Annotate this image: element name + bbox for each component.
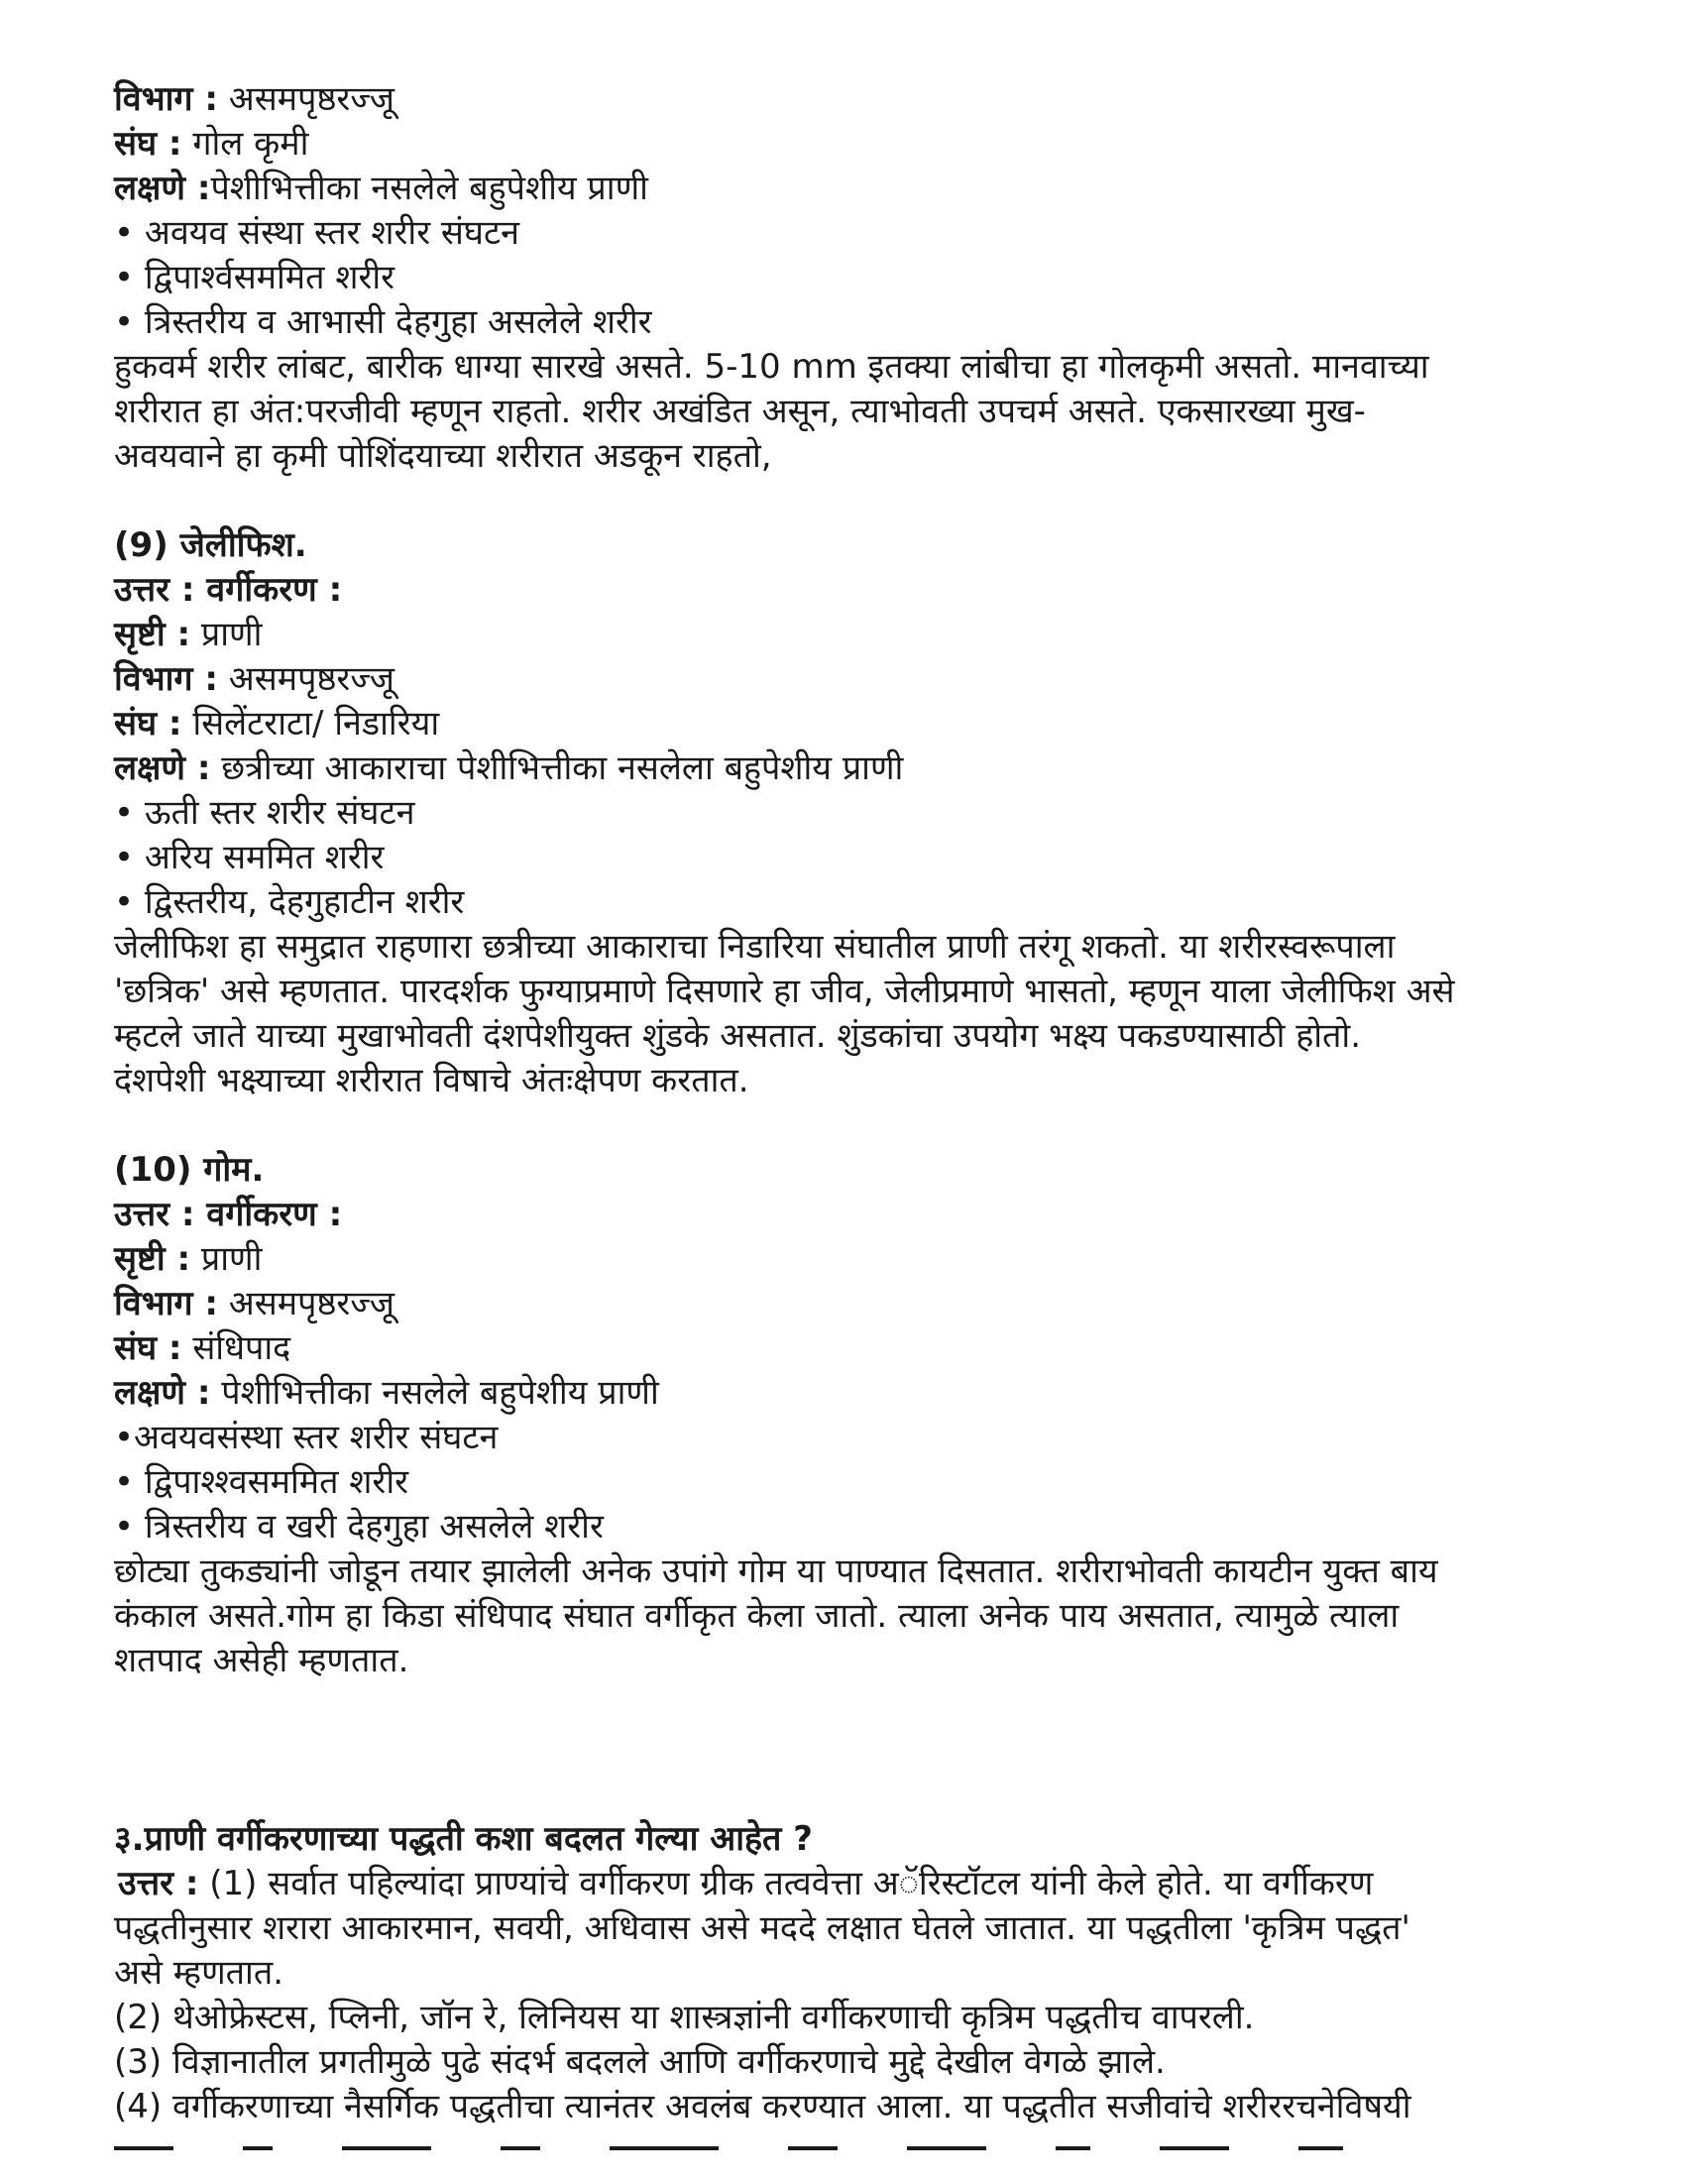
- field-vibhag: [114, 77, 1581, 122]
- answer-line: (3) विज्ञानातील प्रगतीमुळे पुढे संदर्भ बदलले आणि वर्गीकरणाचे मुद्दे देखील वेगळे झाले.: [114, 2042, 1166, 2082]
- answer-line: [114, 1862, 1581, 1906]
- field-lakshane: [114, 167, 1581, 211]
- paragraph-line: कंकाल असते.गोम हा किडा संधिपाद संघात वर्गीकृत केला जातो. त्याला अनेक पाय असतात, त्यामुळे त्याला: [114, 1596, 1400, 1636]
- field-value: संधिपाद: [181, 1328, 291, 1368]
- paragraph-line: अवयवाने हा कृमी पोशिंदयाच्या शरीरात अडकून राहतो,: [114, 436, 772, 476]
- bullet-item: • द्विपाश्श्वसममित शरीर: [114, 1462, 409, 1502]
- section-centipede: [114, 1148, 1581, 1683]
- field-value: असमपृष्ठरज्जू: [218, 79, 395, 119]
- field-sangh: [114, 122, 1581, 167]
- paragraph-line: शतपाद असेही म्हणतात.: [114, 1641, 409, 1680]
- field-label: लक्षणे :: [114, 748, 211, 788]
- bullet-item: • त्रिस्तरीय व खरी देहगुहा असलेले शरीर: [114, 1507, 604, 1547]
- field-label: लक्षणे :: [114, 1373, 211, 1413]
- paragraph-line: म्हटले जाते याच्या मुखाभोवती दंशपेशीयुक्त शुंडके असतात. शुंडकांचा उपयोग भक्ष्य पकडण्यासाठी होतो.: [114, 1016, 1362, 1056]
- paragraph-line: शरीरात हा अंत:परजीवी म्हणून राहतो. शरीर अखंडित असून, त्याभोवती उपचर्म असते. एकसारख्या मुख-: [114, 392, 1366, 431]
- field-value: असमपृष्ठरज्जू: [218, 1284, 395, 1323]
- answer-label: उत्तर :: [118, 1864, 199, 1903]
- answer-text: (1) सर्वात पहिल्यांदा प्राण्यांचे वर्गीकरण ग्रीक तत्ववेत्ता अॅरिस्टॉटल यांनी केले होते. या वर्गीकरण: [198, 1864, 1374, 1903]
- field-label: विभाग :: [114, 1284, 218, 1323]
- document-page: [114, 77, 1581, 2129]
- field-lakshane: [114, 1371, 1581, 1416]
- section-roundworm: [114, 77, 1581, 479]
- field-label: विभाग :: [114, 659, 218, 699]
- answer-line: पद्धतीनुसार शरारा आकारमान, सवयी, अधिवास असे मददे लक्षात घेतले जातात. या पद्धतीला 'कृत्रिम पद्धत': [114, 1908, 1410, 1948]
- answer-line: असे म्हणतात.: [114, 1953, 284, 1993]
- field-value: पेशीभित्तीका नसलेले बहुपेशीय प्राणी: [210, 1373, 659, 1413]
- field-vibhag: [114, 657, 1581, 702]
- paragraph-line: 'छत्रिक' असे म्हणतात. पारदर्शक फुग्याप्रमाणे दिसणारे हा जीव, जेलीप्रमाणे भासतो, म्हणून याला जेलीफिश असे: [114, 972, 1455, 1011]
- field-srushti: [114, 613, 1581, 657]
- section-question-3: [114, 1817, 1581, 2129]
- bullet-item: • अरिय सममित शरीर: [114, 838, 385, 877]
- bullet-item: • द्विपार्श्वसममित शरीर: [114, 258, 395, 297]
- paragraph-line: दंशपेशी भक्ष्याच्या शरीरात विषाचे अंतःक्षेपण करतात.: [114, 1061, 749, 1100]
- field-value: प्राणी: [190, 1239, 263, 1279]
- section-title: (10) गोम.: [114, 1150, 265, 1190]
- field-sangh: [114, 1326, 1581, 1371]
- answer-line: (2) थेओफ्रेस्टस, प्लिनी, जॉन रे, लिनियस या शास्त्रज्ञांनी वर्गीकरणाची कृत्रिम पद्धतीच वापरली.: [114, 1998, 1255, 2037]
- field-label: लक्षणे :: [114, 169, 211, 208]
- paragraph-line: जेलीफिश हा समुद्रात राहणारा छत्रीच्या आकाराचा निडारिया संघातील प्राणी तरंगू शकतो. या शरीरस्वरूपाला: [114, 927, 1396, 967]
- paragraph-line: हुकवर्म शरीर लांबट, बारीक धाग्या सारखे असते. 5-10 mm इतक्या लांबीचा हा गोलकृमी असतो. मानवाच्या: [114, 347, 1429, 387]
- field-lakshane: [114, 747, 1581, 791]
- bullet-item: • अवयव संस्था स्तर शरीर संघटन: [114, 213, 519, 253]
- answer-heading: उत्तर : वर्गीकरण :: [114, 570, 343, 610]
- cutoff-text-line: [114, 2146, 1581, 2156]
- bullet-item: •अवयवसंस्था स्तर शरीर संघटन: [114, 1418, 499, 1457]
- field-value: सिलेंटराटा/ निडारिया: [181, 704, 440, 744]
- answer-heading: उत्तर : वर्गीकरण :: [114, 1195, 343, 1234]
- paragraph-line: छोट्या तुकड्यांनी जोडून तयार झालेली अनेक उपांगे गोम या पाण्यात दिसतात. शरीराभोवती कायटीन युक्त बाय: [114, 1552, 1438, 1591]
- section-title: (9) जेलीफिश.: [114, 525, 307, 565]
- section-jellyfish: [114, 523, 1581, 1103]
- field-value: प्राणी: [190, 615, 263, 654]
- bullet-item: • द्विस्तरीय, देहगुहाटीन शरीर: [114, 882, 465, 922]
- field-vibhag: [114, 1282, 1581, 1326]
- field-label: सृष्टी :: [114, 1239, 191, 1279]
- field-label: सृष्टी :: [114, 615, 191, 654]
- bullet-item: • त्रिस्तरीय व आभासी देहगुहा असलेले शरीर: [114, 302, 652, 342]
- answer-line: (4) वर्गीकरणाच्या नैसर्गिक पद्धतीचा त्यानंतर अवलंब करण्यात आला. या पद्धतीत सजीवांचे शरीररचनेविषयी: [114, 2087, 1411, 2127]
- field-label: संघ :: [114, 124, 182, 164]
- field-label: संघ :: [114, 704, 182, 744]
- field-label: संघ :: [114, 1328, 182, 1368]
- field-value: असमपृष्ठरज्जू: [218, 659, 395, 699]
- field-value: पेशीभित्तीका नसलेले बहुपेशीय प्राणी: [210, 169, 648, 208]
- field-sangh: [114, 702, 1581, 747]
- field-srushti: [114, 1237, 1581, 1282]
- question-title: ३.प्राणी वर्गीकरणाच्या पद्धती कशा बदलत गेल्या आहेत ?: [114, 1819, 813, 1859]
- field-value: छत्रीच्या आकाराचा पेशीभित्तीका नसलेला बहुपेशीय प्राणी: [210, 748, 904, 788]
- field-value: गोल कृमी: [181, 124, 309, 164]
- field-label: विभाग :: [114, 79, 218, 119]
- bullet-item: • ऊती स्तर शरीर संघटन: [114, 793, 415, 833]
